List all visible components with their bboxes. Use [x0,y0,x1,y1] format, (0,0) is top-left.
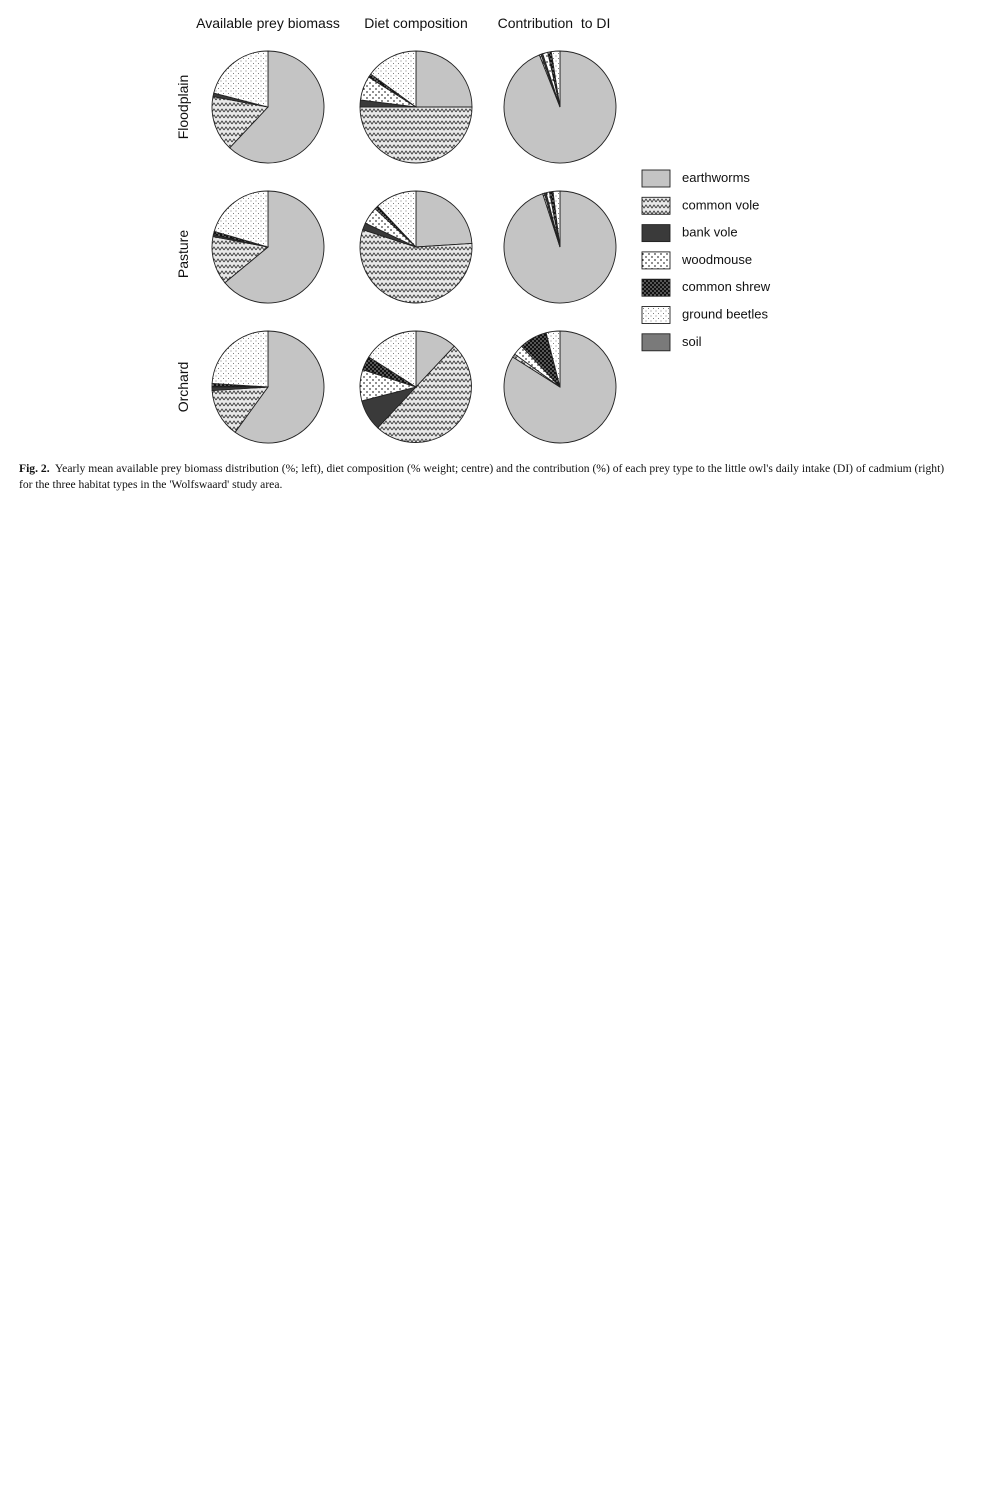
pie-floodplain-contribution-to-di [504,51,616,163]
slice-earthworms [416,51,472,107]
figure-label: Fig. 2. [19,462,50,475]
row-title-orchard: Orchard [175,361,191,413]
row-title-pasture: Pasture [175,229,191,279]
legend-label-soil: soil [682,333,702,349]
legend-swatch-common-shrew [642,279,670,296]
column-title-biomass: Available prey biomass [196,15,340,31]
pie-chart-figure [0,0,1000,460]
legend-label-ground-beetles: ground beetles [682,306,769,322]
pie-orchard-available-prey-biomass [212,331,324,443]
row-title-floodplain: Floodplain [175,74,191,140]
legend-swatch-woodmouse [642,252,670,269]
figure-caption [19,461,954,493]
legend-label-earthworms: earthworms [682,170,750,185]
legend-label-common-vole: common vole [682,197,760,213]
legend-swatch-earthworms [642,170,670,187]
slice-earthworms [416,191,472,247]
pie-orchard-diet-composition [360,331,471,442]
legend-label-bank-vole: bank vole [682,224,738,240]
column-title-contribution: Contribution to DI [497,15,611,31]
legend-swatch-soil [642,334,670,351]
column-title-diet: Diet composition [364,15,468,31]
pie-orchard-contribution-to-di [504,331,616,443]
pie-grid [212,51,616,443]
pie-floodplain-diet-composition [360,51,472,163]
slice-ground-beetles [212,331,268,387]
legend-swatch-ground-beetles [642,307,670,324]
slice-common-vole [360,107,472,163]
figure-caption-text: Yearly mean available prey biomass distribution (%; left), diet composition (% weight; centre) and the contribution (%) of each prey type to the little owl's daily intake (DI) of cadmium (right) for the three habitat types in the 'Wolfswaard' study area. [19,462,945,491]
pie-pasture-contribution-to-di [504,191,616,303]
legend [642,170,771,351]
pie-floodplain-available-prey-biomass [212,51,324,163]
pie-pasture-available-prey-biomass [212,191,324,303]
pie-pasture-diet-composition [360,191,472,303]
legend-label-common-shrew: common shrew [682,279,771,295]
legend-swatch-bank-vole [642,225,670,242]
legend-swatch-common-vole [642,197,670,214]
legend-label-woodmouse: woodmouse [682,251,753,267]
